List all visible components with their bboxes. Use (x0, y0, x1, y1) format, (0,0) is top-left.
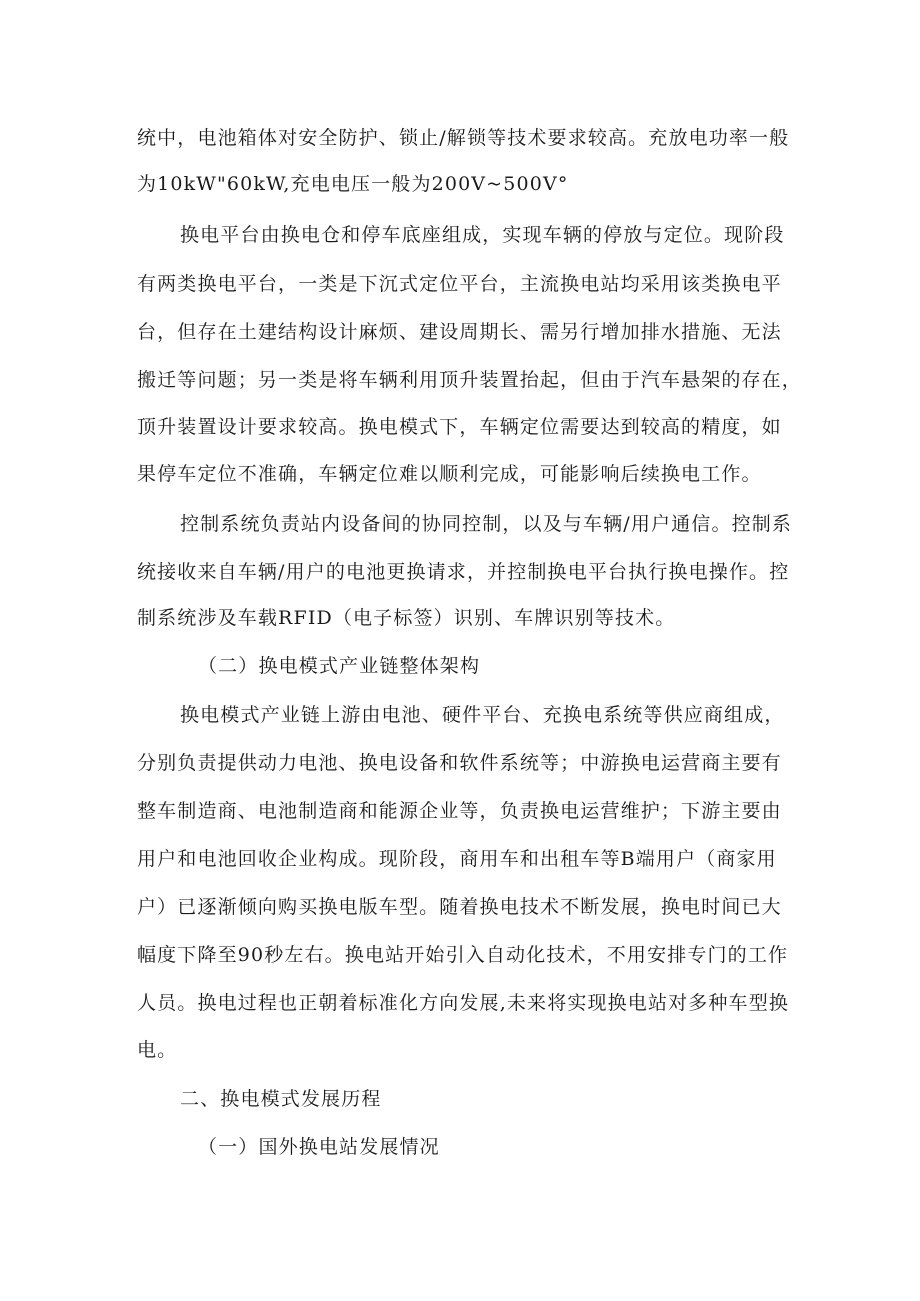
text-line: 用户和电池回收企业构成。现阶段，商用车和出租车等B端用户（商家用 (137, 848, 777, 870)
text-line: 幅度下降至90秒左右。换电站开始引入自动化技术，不用安排专门的工作 (137, 944, 789, 966)
text-line: 果停车定位不准确，车辆定位难以顺利完成，可能影响后续换电工作。 (137, 463, 762, 485)
text-line: 搬迁等问题；另一类是将车辆利用顶升装置抬起，但由于汽车悬架的存在， (137, 369, 802, 391)
text-line: 分别负责提供动力电池、换电设备和软件系统等；中游换电运营商主要有 (137, 752, 782, 774)
paragraph-start-line: 换电模式产业链上游由电池、硬件平台、充换电系统等供应商组成， (180, 704, 785, 726)
text-line: 为10kW"60kW,充电电压一般为200V~500V° (137, 173, 569, 195)
subsection-heading: （一）国外换电站发展情况 (198, 1136, 440, 1158)
text-line: 电。 (137, 1039, 178, 1061)
text-line: 制系统涉及车载RFID（电子标签）识别、车牌识别等技术。 (137, 607, 676, 629)
text-line: 人员。换电过程也正朝着标准化方向发展,未来将实现换电站对多种车型换 (137, 992, 789, 1014)
text-line: 整车制造商、电池制造商和能源企业等，负责换电运营维护；下游主要由 (137, 800, 782, 822)
subsection-heading: （二）换电模式产业链整体架构 (198, 655, 481, 677)
section-heading: 二、换电模式发展历程 (180, 1088, 382, 1110)
text-line: 台，但存在土建结构设计麻烦、建设周期长、需另行增加排水措施、无法 (137, 321, 782, 343)
paragraph-start-line: 控制系统负责站内设备间的协同控制，以及与车辆/用户通信。控制系 (180, 513, 793, 535)
text-line: 统中，电池箱体对安全防护、锁止/解锁等技术要求较高。充放电功率一般 (137, 127, 790, 149)
text-line: 统接收来自车辆/用户的电池更换请求，并控制换电平台执行换电操作。控 (137, 561, 790, 583)
text-line: 户）已逐渐倾向购买换电版车型。随着换电技术不断发展，换电时间已大 (137, 896, 782, 918)
paragraph-start-line: 换电平台由换电仓和停车底座组成，实现车辆的停放与定位。现阶段 (180, 224, 785, 246)
text-line: 顶升装置设计要求较高。换电模式下，车辆定位需要达到较高的精度，如 (137, 416, 782, 438)
text-line: 有两类换电平台，一类是下沉式定位平台，主流换电站均采用该类换电平 (137, 273, 782, 295)
